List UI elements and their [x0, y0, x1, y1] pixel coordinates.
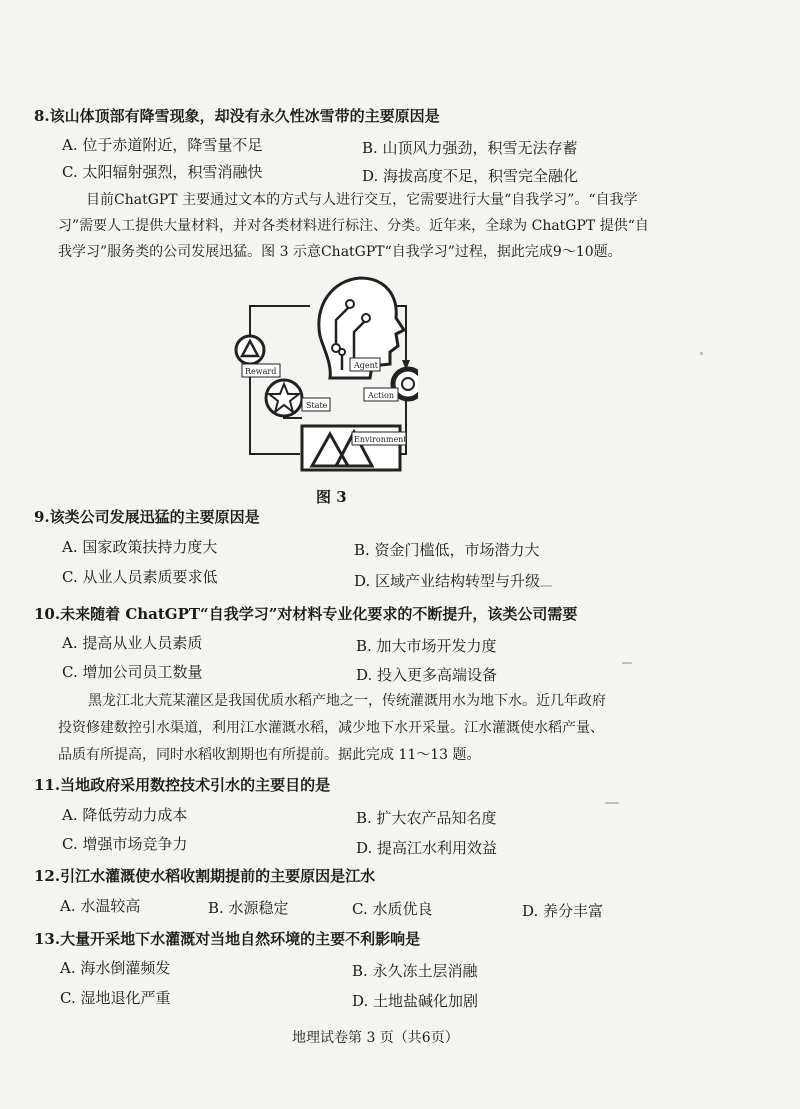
- passage1-line-3: 我学习”服务类的公司发展迅猛。图 3 示意ChatGPT“自我学习”过程，据此完成9～10题。: [58, 244, 622, 260]
- q12-option-b: B. 水源稳定: [208, 899, 289, 917]
- q10-stem: 10.未来随着 ChatGPT“自我学习”对材料专业化要求的不断提升，该类公司需要: [34, 605, 578, 623]
- q8-option-a: A. 位于赤道附近，降雪量不足: [62, 136, 263, 154]
- q9-option-d: D. 区域产业结构转型与升级: [354, 572, 541, 590]
- passage1-line-2: 习”需要人工提供大量材料，并对各类材料进行标注、分类。近年来，全球为 ChatGPT 提供“自: [58, 218, 649, 234]
- label-agent: Agent: [354, 361, 378, 370]
- q8-stem: 8.该山体顶部有降雪现象，却没有永久性冰雪带的主要原因是: [34, 107, 440, 125]
- chatgpt-learning-diagram: [232, 266, 418, 472]
- q8-option-b: B. 山顶风力强劲，积雪无法存蓄: [362, 139, 578, 157]
- q13-option-b: B. 永久冻土层消融: [352, 962, 478, 980]
- q10-option-d: D. 投入更多高端设备: [356, 666, 498, 684]
- q10-option-c: C. 增加公司员工数量: [62, 663, 203, 681]
- q8-option-d: D. 海拔高度不足，积雪完全融化: [362, 167, 579, 185]
- q12-option-a: A. 水温较高: [60, 897, 141, 915]
- reward-icon: [236, 336, 264, 364]
- label-state: State: [306, 401, 328, 410]
- passage2-line-3: 品质有所提高，同时水稻收割期也有所提前。据此完成 11～13 题。: [58, 747, 481, 763]
- label-action: Action: [368, 391, 394, 400]
- q11-stem: 11.当地政府采用数控技术引水的主要目的是: [34, 776, 331, 794]
- q12-stem: 12.引江水灌溉使水稻收割期提前的主要原因是江水: [34, 867, 376, 885]
- scan-speck: [540, 585, 552, 587]
- q9-option-a: A. 国家政策扶持力度大: [62, 538, 218, 556]
- q13-option-c: C. 湿地退化严重: [60, 989, 171, 1007]
- q10-option-a: A. 提高从业人员素质: [62, 634, 203, 652]
- q10-option-b: B. 加大市场开发力度: [356, 637, 497, 655]
- q9-stem: 9.该类公司发展迅猛的主要原因是: [34, 508, 260, 526]
- q13-stem: 13.大量开采地下水灌溉对当地自然环境的主要不利影响是: [34, 930, 421, 948]
- state-star-icon: [266, 380, 302, 416]
- figure-caption: 图 3: [316, 488, 347, 506]
- label-reward: Reward: [245, 367, 277, 376]
- scan-speck: [622, 662, 632, 664]
- passage1-line-1: 目前ChatGPT 主要通过文本的方式与人进行交互，它需要进行大量“自我学习”。“自我学: [86, 192, 638, 208]
- passage2-line-2: 投资修建数控引水渠道，利用江水灌溉水稻，减少地下水开采量。江水灌溉使水稻产量、: [58, 720, 604, 736]
- q11-option-b: B. 扩大农产品知名度: [356, 809, 497, 827]
- scan-speck: [605, 802, 619, 804]
- q9-option-c: C. 从业人员素质要求低: [62, 568, 218, 586]
- label-environment: Environment: [354, 435, 407, 444]
- q12-option-c: C. 水质优良: [352, 900, 433, 918]
- q11-option-c: C. 增强市场竞争力: [62, 835, 188, 853]
- q8-option-c: C. 太阳辐射强烈，积雪消融快: [62, 163, 263, 181]
- loop-top-left-line: [250, 306, 310, 340]
- scan-speck: [700, 352, 703, 355]
- q13-option-a: A. 海水倒灌频发: [60, 959, 171, 977]
- q11-option-d: D. 提高江水利用效益: [356, 839, 498, 857]
- q11-option-a: A. 降低劳动力成本: [62, 806, 188, 824]
- q12-option-d: D. 养分丰富: [522, 902, 604, 920]
- passage2-line-1: 黑龙江北大荒某灌区是我国优质水稻产地之一，传统灌溉用水为地下水。近几年政府: [88, 693, 606, 709]
- q13-option-d: D. 土地盐碱化加剧: [352, 992, 479, 1010]
- page-footer: 地理试卷第 3 页（共6页）: [292, 1030, 459, 1046]
- q9-option-b: B. 资金门槛低，市场潜力大: [354, 541, 540, 559]
